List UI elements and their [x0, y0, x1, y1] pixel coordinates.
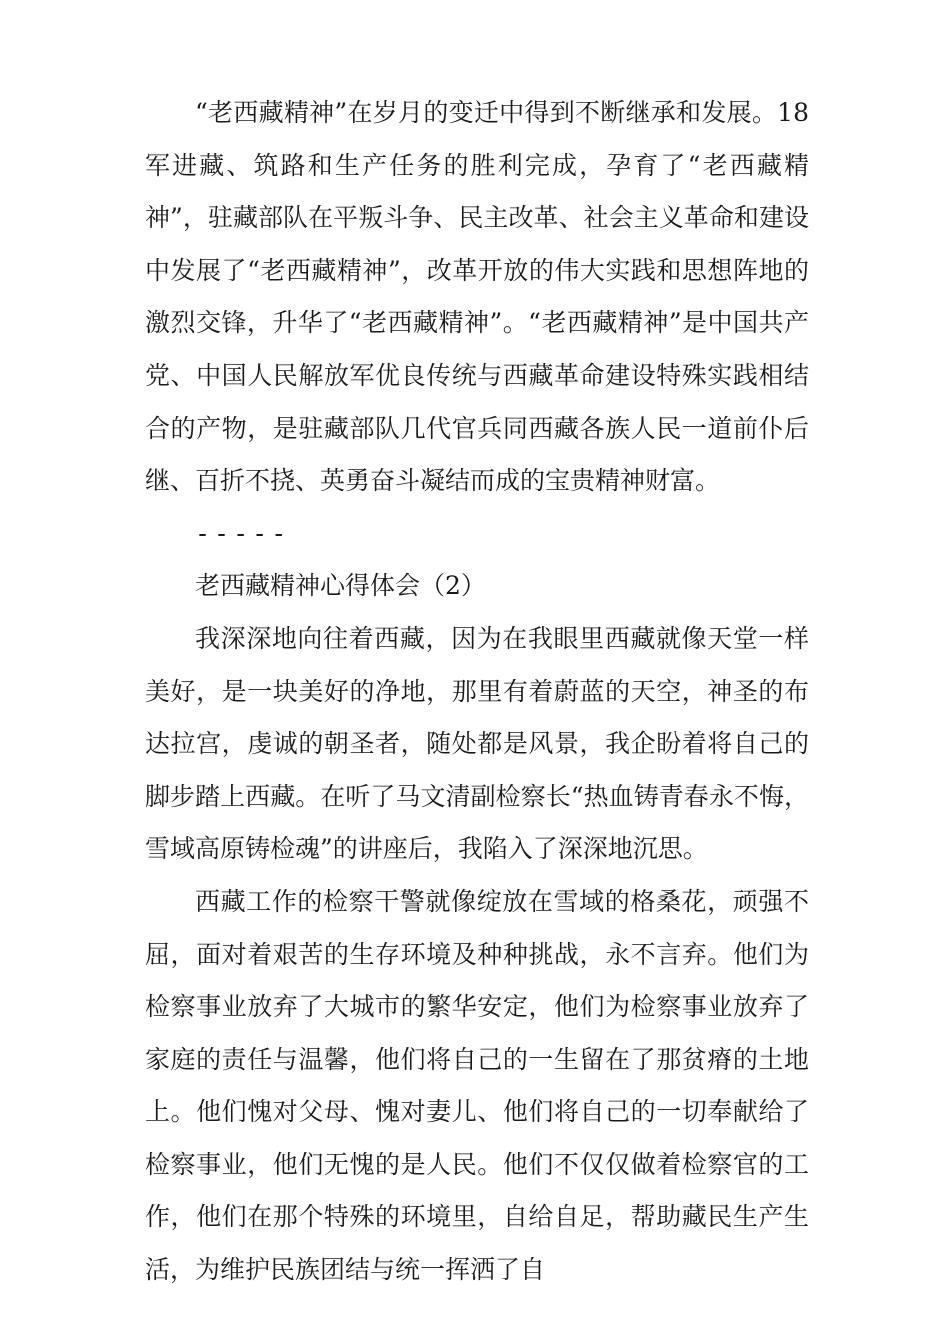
- paragraph: “老西藏精神”在岁月的变迁中得到不断继承和发展。18军进藏、筑路和生产任务的胜利完成，孕育了“老西藏精神”，驻藏部队在平叛斗争、民主改革、社会主义革命和建设中发展了“老西藏精神”，改革开放的伟大实践和思想阵地的激烈交锋，升华了“老西藏精神”。“老西藏精神”是中国共产党、中国人民解放军优良传统与西藏革命建设特殊实践相结合的产物，是驻藏部队几代官兵同西藏各族人民一道前仆后继、百折不挠、英勇奋斗凝结而成的宝贵精神财富。: [145, 98, 809, 496]
- document-body: [145, 87, 809, 1297]
- section-title: 老西藏精神心得体会（2）: [195, 571, 486, 601]
- section-separator: -----: [195, 518, 291, 548]
- paragraph: 我深深地向往着西藏，因为在我眼里西藏就像天堂一样美好，是一块美好的净地，那里有着蔚蓝的天空，神圣的布达拉宫，虔诚的朝圣者，随处都是风景，我企盼着将自己的脚步踏上西藏。在听了马文清副检察长“热血铸青春永不悔，雪域高原铸检魂”的讲座后，我陷入了深深地沉思。: [145, 623, 809, 864]
- paragraph: 西藏工作的检察干警就像绽放在雪域的格桑花，顽强不屈，面对着艰苦的生存环境及种种挑战，永不言弃。他们为检察事业放弃了大城市的繁华安定，他们为检察事业放弃了家庭的责任与温馨，他们将自己的一生留在了那贫瘠的土地上。他们愧对父母、愧对妻儿、他们将自己的一切奉献给了检察事业，他们无愧的是人民。他们不仅仅做着检察官的工作，他们在那个特殊的环境里，自给自足，帮助藏民生产生活，为维护民族团结与统一挥洒了自: [145, 886, 809, 1285]
